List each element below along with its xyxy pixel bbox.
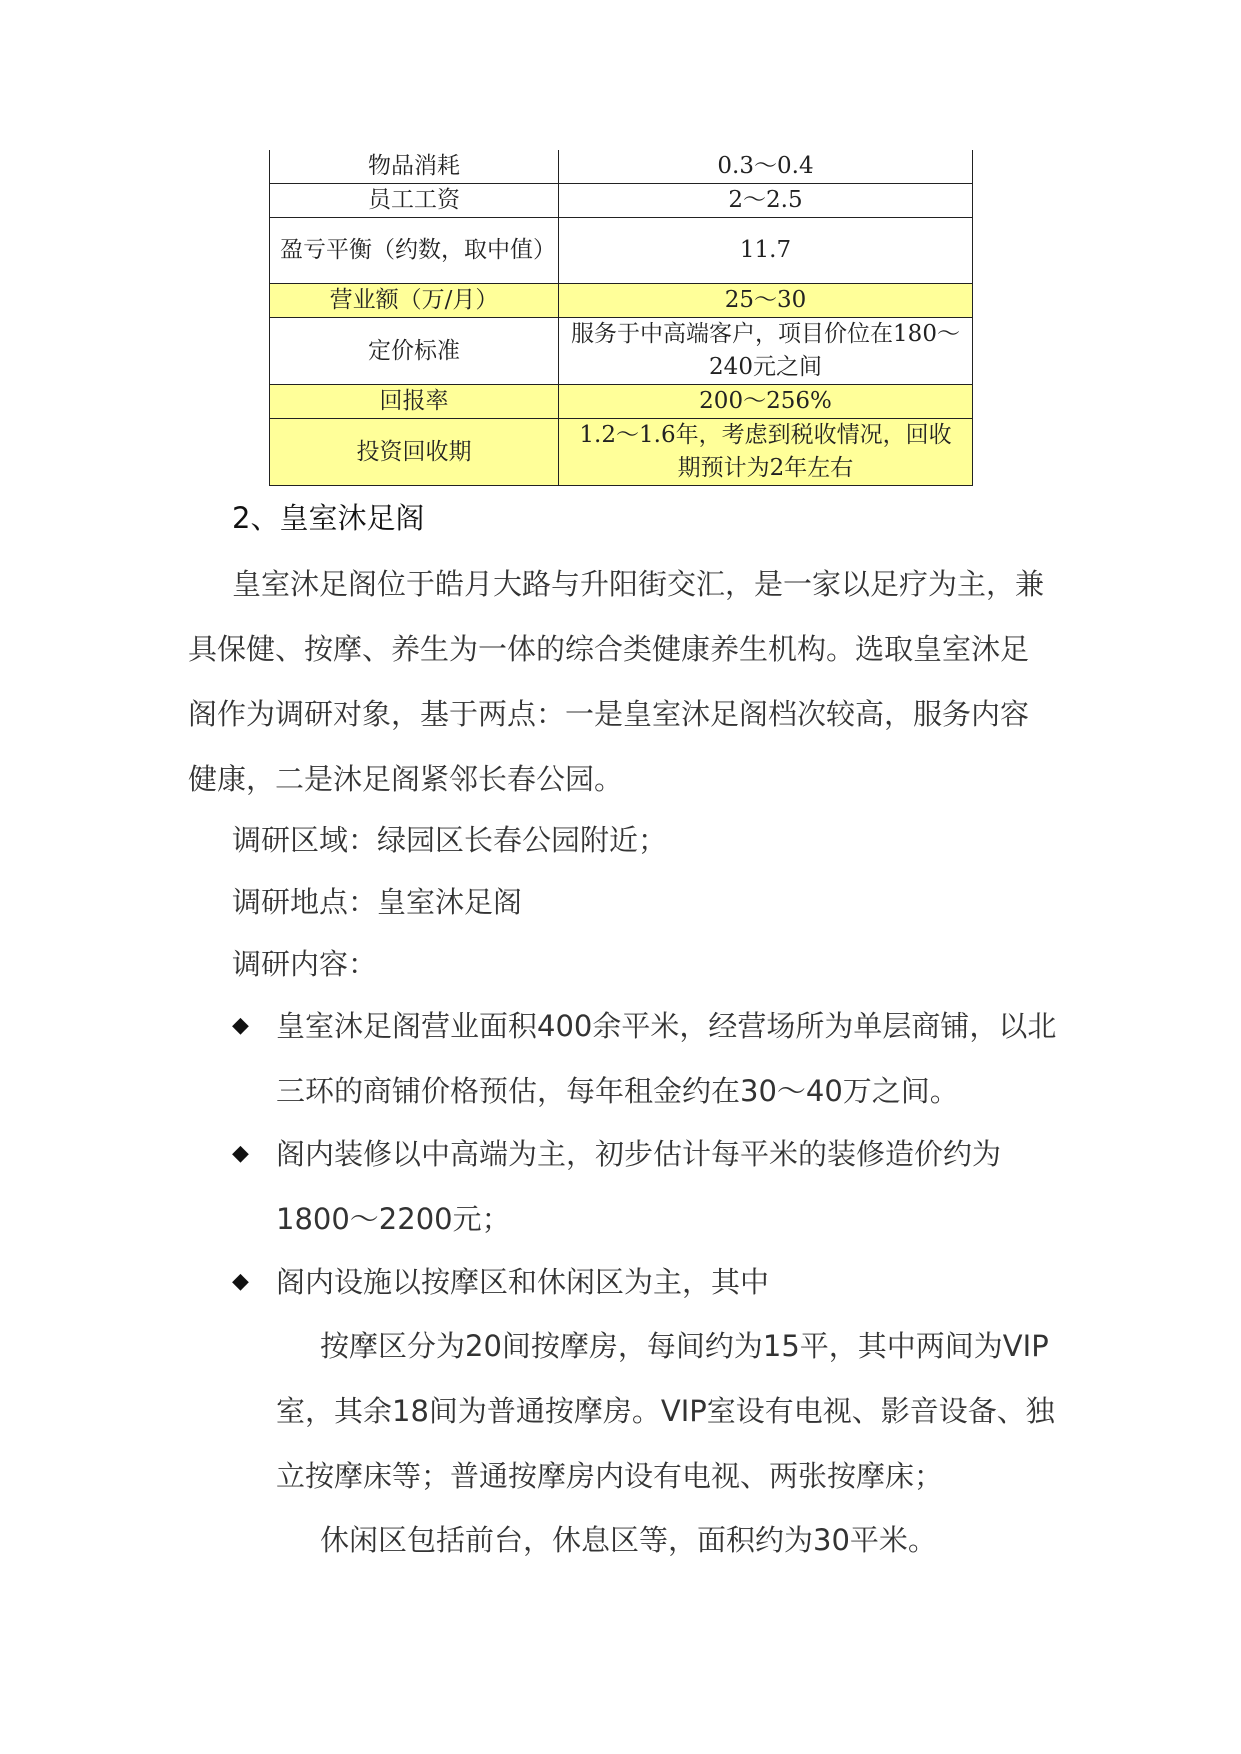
table-row bbox=[270, 385, 973, 419]
row-value: 200～256% bbox=[559, 385, 973, 419]
row-label: 盈亏平衡（约数，取中值） bbox=[270, 218, 559, 284]
cost-table bbox=[269, 150, 973, 486]
row-label: 投资回收期 bbox=[270, 419, 559, 486]
survey-content-label: 调研内容： bbox=[232, 947, 378, 981]
row-label: 回报率 bbox=[270, 385, 559, 419]
row-value: 11.7 bbox=[559, 218, 973, 284]
table-row bbox=[270, 318, 973, 385]
bullet-diamond-icon: ◆ bbox=[232, 1013, 249, 1038]
survey-area: 调研区域：绿园区长春公园附近； bbox=[232, 823, 668, 857]
table-row bbox=[270, 284, 973, 318]
leisure-area-paragraph: 休闲区包括前台，休息区等，面积约为30平米。 bbox=[320, 1523, 937, 1557]
section-heading: 2、皇室沐足阁 bbox=[232, 501, 425, 535]
survey-location: 调研地点：皇室沐足阁 bbox=[232, 885, 523, 919]
row-value: 1.2～1.6年，考虑到税收情况，回收期预计为2年左右 bbox=[559, 419, 973, 486]
bullet-diamond-icon: ◆ bbox=[232, 1269, 249, 1294]
row-label: 物品消耗 bbox=[270, 150, 559, 184]
intro-paragraph: 皇室沐足阁位于皓月大路与升阳街交汇，是一家以足疗为主，兼具保健、按摩、养生为一体的综合类健康养生机构。选取皇室沐足阁作为调研对象，基于两点：一是皇室沐足阁档次较高，服务内容健康，二是沐足阁紧邻长春公园。 bbox=[188, 567, 1045, 796]
row-value: 2～2.5 bbox=[559, 184, 973, 218]
bullet-item: 阁内装修以中高端为主，初步估计每平米的装修造价约为1800～2200元； bbox=[276, 1137, 1002, 1236]
table-row bbox=[270, 184, 973, 218]
row-value: 25～30 bbox=[559, 284, 973, 318]
row-value: 服务于中高端客户，项目价位在180～240元之间 bbox=[559, 318, 973, 385]
table-row bbox=[270, 218, 973, 284]
row-value: 0.3～0.4 bbox=[559, 150, 973, 184]
row-label: 定价标准 bbox=[270, 318, 559, 385]
massage-area-paragraph: 按摩区分为20间按摩房，每间约为15平，其中两间为VIP室，其余18间为普通按摩房。VIP室设有电视、影音设备、独立按摩床等；普通按摩房内设有电视、两张按摩床； bbox=[276, 1329, 1055, 1493]
row-label: 员工工资 bbox=[270, 184, 559, 218]
table-row bbox=[270, 150, 973, 184]
bullet-item: 皇室沐足阁营业面积400余平米，经营场所为单层商铺，以北三环的商铺价格预估，每年租金约在30～40万之间。 bbox=[276, 1009, 1057, 1108]
row-label: 营业额（万/月） bbox=[270, 284, 559, 318]
table-row bbox=[270, 419, 973, 486]
bullet-diamond-icon: ◆ bbox=[232, 1141, 249, 1166]
bullet-item: 阁内设施以按摩区和休闲区为主，其中 bbox=[276, 1265, 770, 1299]
